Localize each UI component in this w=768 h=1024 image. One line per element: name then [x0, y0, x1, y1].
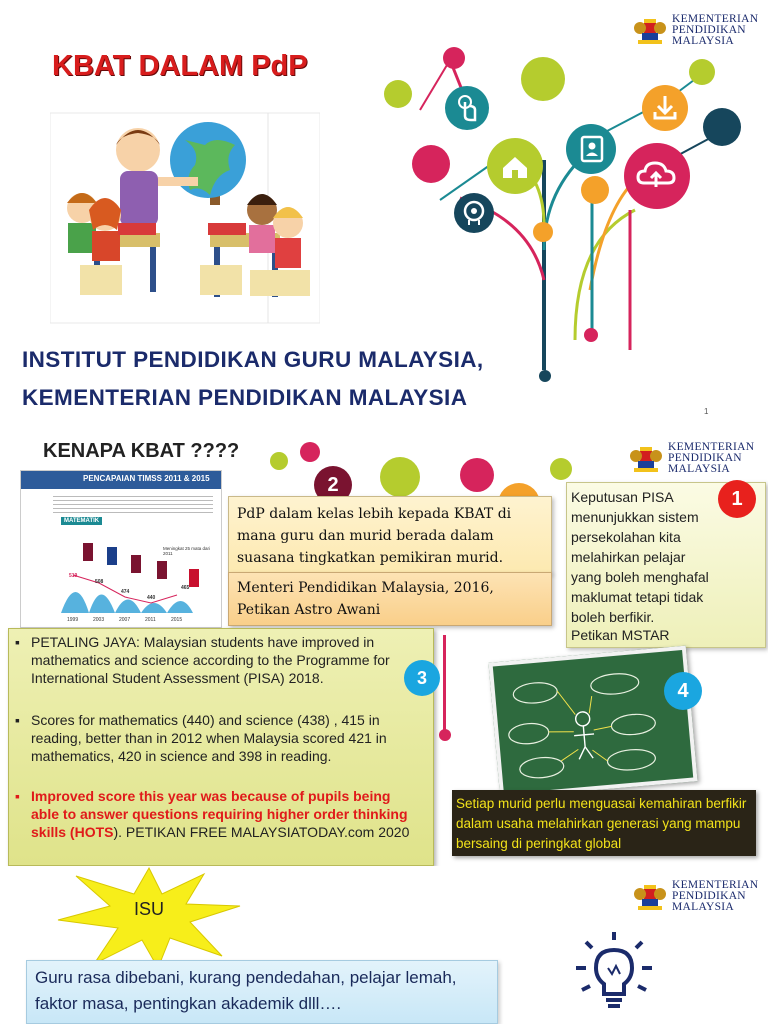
- institute-line-2: KEMENTERIAN PENDIDIKAN MALAYSIA: [22, 385, 468, 410]
- tree-node: [533, 222, 553, 242]
- badge-3: 3: [404, 660, 440, 696]
- slide-3: [0, 866, 768, 1024]
- timss-chart-plot: [21, 531, 221, 627]
- tree-node: [439, 729, 451, 741]
- bullet-icon: ▪: [15, 634, 20, 650]
- timss-score: 519: [69, 573, 78, 579]
- slide-1: [0, 0, 768, 426]
- caption-box-4-text: Setiap murid perlu menguasai kemahiran berfikir dalam usaha melahirkan generasi yang mampu bersaing di peringkat global: [456, 796, 747, 851]
- tree-node: [384, 80, 412, 108]
- badge-1: 1: [718, 480, 756, 518]
- chalkboard-mindmap-image: [488, 646, 697, 799]
- quote-box-2: [228, 496, 552, 574]
- lightbulb-icon: [572, 928, 656, 1020]
- timss-year: 1999: [67, 617, 79, 623]
- tree-node: [443, 47, 465, 69]
- badge-4: 4: [664, 672, 702, 710]
- tree-node: [380, 457, 420, 497]
- tree-node: [581, 176, 609, 204]
- caption-box-4: [452, 790, 756, 856]
- institute-line-1: INSTITUT PENDIDIKAN GURU MALAYSIA,: [22, 347, 484, 372]
- news-bullet-1-text: PETALING JAYA: Malaysian students have improved in mathematics and science according to the Programme for International Student Assessment (PISA) 2018.: [31, 634, 390, 686]
- timss-score: 465: [181, 585, 190, 591]
- timss-label: MATEMATIK: [61, 517, 102, 525]
- timss-text-lines: [53, 493, 213, 513]
- kpm-text: [668, 442, 754, 475]
- kpm-line-1: KEMENTERIAN: [672, 13, 759, 25]
- kpm-line-2: PENDIDIKAN: [668, 452, 742, 464]
- timss-score: 474: [121, 589, 130, 595]
- timss-year: 2003: [93, 617, 105, 623]
- issue-label: ISU: [134, 899, 165, 919]
- timss-year: 2007: [119, 617, 131, 623]
- news-bullet-3-tail: ). PETIKAN FREE MALAYSIATODAY.com 2020: [113, 824, 410, 840]
- quote-box-1-text: Keputusan PISA menunjukkan sistem persekolahan kita melahirkan pelajar yang boleh menghafal maklumat tetapi tidak boleh berfikir.: [571, 489, 709, 625]
- news-bullet-2-text: Scores for mathematics (440) and science (438) , 415 in reading, better than in 2012 when Malaysia scored 421 in mathematics, 420 in science and 398 in reading.: [31, 712, 387, 764]
- tree-node: [703, 108, 741, 146]
- timss-score: 440: [147, 595, 156, 601]
- kpm-line-2: PENDIDIKAN: [672, 24, 746, 36]
- kpm-logo: [632, 880, 758, 913]
- slide-2: [0, 430, 768, 866]
- slide-2-title: KENAPA KBAT ????: [43, 440, 240, 462]
- kpm-line-1: KEMENTERIAN: [668, 441, 755, 453]
- kpm-line-2: PENDIDIKAN: [672, 890, 746, 902]
- contact-book-icon: [566, 124, 616, 174]
- tree-stem: [443, 635, 446, 735]
- page-number: 1: [704, 407, 709, 416]
- issue-box: [26, 960, 498, 1024]
- kpm-text: [672, 880, 758, 913]
- tree-node: [412, 145, 450, 183]
- timss-chart-image: [20, 470, 222, 628]
- timss-year: 2015: [171, 617, 183, 623]
- tree-node: [270, 452, 288, 470]
- touch-icon: [445, 86, 489, 130]
- news-bullet: [15, 711, 419, 765]
- tree-node: [550, 458, 572, 480]
- news-bullet: [15, 633, 409, 687]
- kpm-logo: [628, 442, 754, 475]
- home-wifi-icon: [487, 138, 543, 194]
- source-box-2-text: Menteri Pendidikan Malaysia, 2016, Petikan Astro Awani: [237, 580, 494, 618]
- classroom-illustration: [50, 105, 320, 330]
- badge-2: 2: [314, 466, 352, 504]
- kpm-line-3: MALAYSIA: [672, 35, 735, 47]
- news-box-3: [8, 628, 434, 866]
- kpm-line-3: MALAYSIA: [668, 463, 731, 475]
- source-box-2: [228, 572, 552, 626]
- timss-year: 2011: [145, 617, 156, 623]
- tree-node: [539, 370, 551, 382]
- timss-score: 508: [95, 579, 104, 585]
- cloud-upload-icon: [624, 143, 690, 209]
- tree-node: [584, 328, 598, 342]
- quote-box-1-source: Petikan MSTAR: [571, 627, 670, 643]
- news-bullet-3-highlight: Improved score this year was because of pupils being able to answer questions requiring higher order thinking skills (HOTS: [31, 788, 408, 840]
- tree-node: [521, 57, 565, 101]
- head-idea-icon: [454, 193, 494, 233]
- download-icon: [642, 85, 688, 131]
- mindmap-drawing: [493, 650, 693, 794]
- bullet-icon: ▪: [15, 712, 20, 728]
- kpm-line-1: KEMENTERIAN: [672, 879, 759, 891]
- bullet-icon: ▪: [15, 788, 20, 804]
- tree-node: [460, 458, 494, 492]
- kpm-line-3: MALAYSIA: [672, 901, 735, 913]
- timss-title: PENCAPAIAN TIMSS 2011 & 2015: [83, 474, 210, 483]
- network-tree-graphic: [380, 40, 768, 380]
- issue-text: Guru rasa dibebani, kurang pendedahan, pelajar lemah, faktor masa, pentingkan akademik dlll….: [35, 968, 457, 1013]
- tree-node: [300, 442, 320, 462]
- timss-note: Meningkat 25 mata dari 2011: [163, 546, 211, 556]
- news-bullet: [15, 787, 419, 841]
- tree-node: [689, 59, 715, 85]
- crest-icon: [628, 444, 664, 474]
- slide-1-title: KBAT DALAM PdP: [52, 50, 308, 82]
- quote-box-2-text: PdP dalam kelas lebih kepada KBAT di mana guru dan murid berada dalam suasana tingkatkan pemikiran murid.: [237, 506, 512, 566]
- crest-icon: [632, 882, 668, 912]
